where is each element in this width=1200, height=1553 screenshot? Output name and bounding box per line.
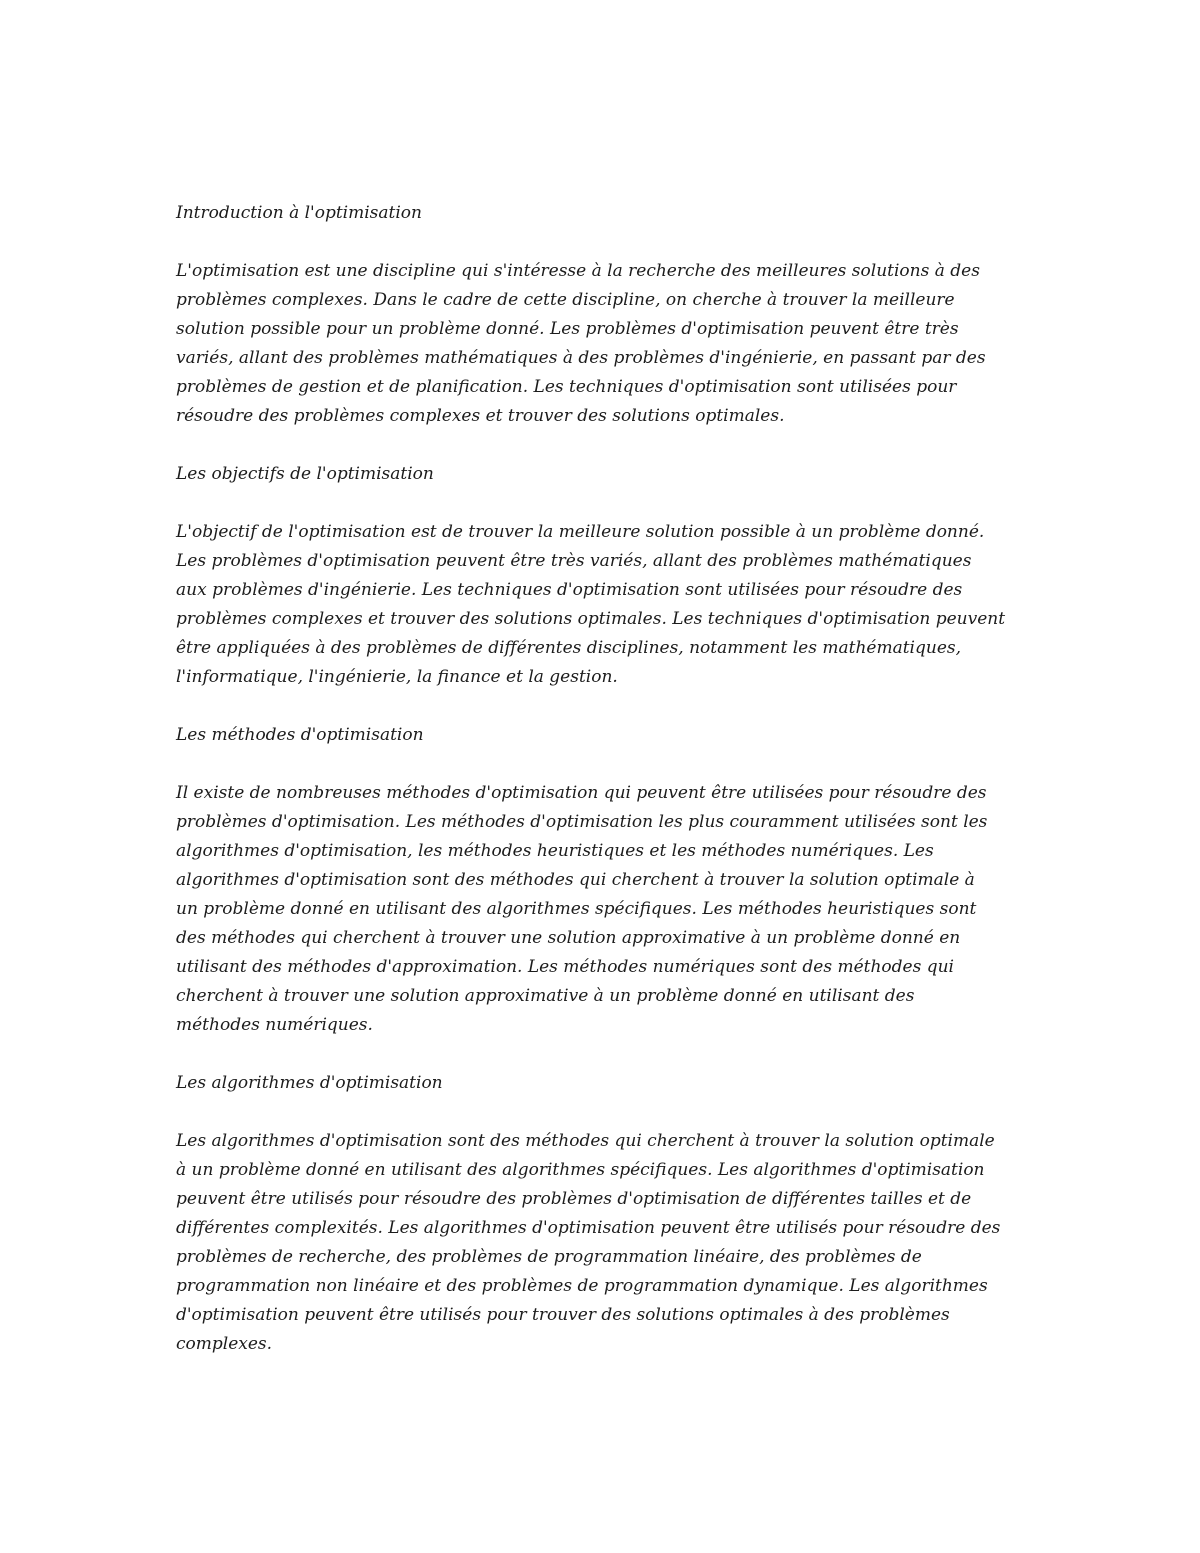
section-heading: Les algorithmes d'optimisation: [176, 1073, 443, 1093]
section-heading: Introduction à l'optimisation: [176, 203, 422, 223]
paragraph-line: peuvent être utilisés pour résoudre des problèmes d'optimisation de différentes tailles et de: [176, 1189, 972, 1209]
paragraph-line: méthodes numériques.: [176, 1015, 373, 1035]
paragraph-line: complexes.: [176, 1334, 273, 1354]
paragraph-line: Les algorithmes d'optimisation sont des méthodes qui cherchent à trouver la solution optimale: [176, 1131, 995, 1151]
paragraph-line: Il existe de nombreuses méthodes d'optimisation qui peuvent être utilisées pour résoudre des: [176, 783, 987, 803]
paragraph-line: utilisant des méthodes d'approximation. Les méthodes numériques sont des méthodes qui: [176, 957, 954, 977]
paragraph-line: problèmes complexes et trouver des solutions optimales. Les techniques d'optimisation peuvent: [176, 609, 1006, 629]
paragraph-line: être appliquées à des problèmes de différentes disciplines, notamment les mathématiques,: [176, 638, 962, 658]
paragraph-line: L'optimisation est une discipline qui s'intéresse à la recherche des meilleures solutions à des: [176, 261, 980, 281]
paragraph-line: un problème donné en utilisant des algorithmes spécifiques. Les méthodes heuristiques sont: [176, 899, 977, 919]
paragraph-line: des méthodes qui cherchent à trouver une solution approximative à un problème donné en: [176, 928, 961, 948]
section-paragraph: [176, 779, 1028, 1040]
paragraph-line: d'optimisation peuvent être utilisés pour trouver des solutions optimales à des problèmes: [176, 1305, 950, 1325]
paragraph-line: programmation non linéaire et des problèmes de programmation dynamique. Les algorithmes: [176, 1276, 988, 1296]
section-paragraph: [176, 1127, 1028, 1359]
paragraph-line: algorithmes d'optimisation, les méthodes heuristiques et les méthodes numériques. Les: [176, 841, 934, 861]
paragraph-line: variés, allant des problèmes mathématiques à des problèmes d'ingénierie, en passant par des: [176, 348, 986, 368]
paragraph-line: résoudre des problèmes complexes et trouver des solutions optimales.: [176, 406, 785, 426]
paragraph-line: solution possible pour un problème donné. Les problèmes d'optimisation peuvent être très: [176, 319, 959, 339]
paragraph-line: problèmes d'optimisation. Les méthodes d'optimisation les plus couramment utilisées sont les: [176, 812, 988, 832]
paragraph-line: l'informatique, l'ingénierie, la finance et la gestion.: [176, 667, 618, 687]
paragraph-line: Les problèmes d'optimisation peuvent être très variés, allant des problèmes mathématiques: [176, 551, 972, 571]
paragraph-line: à un problème donné en utilisant des algorithmes spécifiques. Les algorithmes d'optimisation: [176, 1160, 985, 1180]
paragraph-line: problèmes de recherche, des problèmes de programmation linéaire, des problèmes de: [176, 1247, 922, 1267]
paragraph-line: problèmes de gestion et de planification. Les techniques d'optimisation sont utilisées pour: [176, 377, 957, 397]
paragraph-line: différentes complexités. Les algorithmes d'optimisation peuvent être utilisés pour résoudre des: [176, 1218, 1001, 1238]
section-heading: Les méthodes d'optimisation: [176, 725, 424, 745]
paragraph-line: problèmes complexes. Dans le cadre de cette discipline, on cherche à trouver la meilleure: [176, 290, 955, 310]
paragraph-line: L'objectif de l'optimisation est de trouver la meilleure solution possible à un problème donné.: [176, 522, 985, 542]
paragraph-line: cherchent à trouver une solution approximative à un problème donné en utilisant des: [176, 986, 915, 1006]
paragraph-line: aux problèmes d'ingénierie. Les techniques d'optimisation sont utilisées pour résoudre des: [176, 580, 963, 600]
section-heading: Les objectifs de l'optimisation: [176, 464, 434, 484]
section-paragraph: [176, 257, 1028, 431]
document-page: [176, 199, 1028, 1388]
section-paragraph: [176, 518, 1028, 692]
paragraph-line: algorithmes d'optimisation sont des méthodes qui cherchent à trouver la solution optimale à: [176, 870, 975, 890]
